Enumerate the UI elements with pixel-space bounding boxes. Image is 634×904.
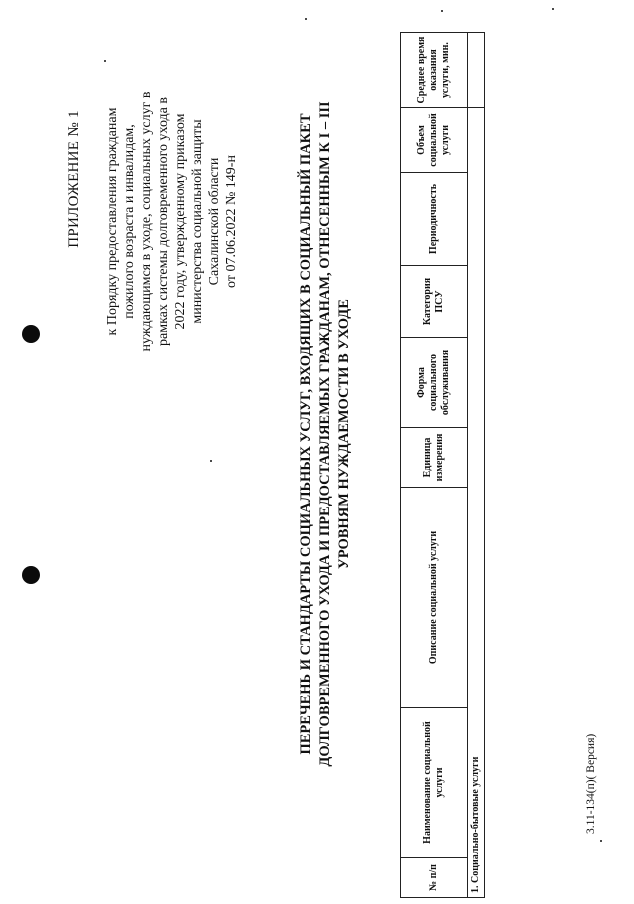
header-category: Категория ПСУ <box>401 266 468 338</box>
document-title-line: ПЕРЕЧЕНЬ И СТАНДАРТЫ СОЦИАЛЬНЫХ УСЛУГ, ВХОДЯЩИХ В СОЦИАЛЬНЫЙ ПАКЕТ <box>298 113 314 755</box>
appendix-line: нуждающимся в уходе, социальных услуг в <box>139 91 154 352</box>
header-service-name: Наименование социальной услуги <box>401 708 468 858</box>
section-row-label: 1. Социально-бытовые услуги <box>468 108 485 898</box>
document-title <box>297 84 354 784</box>
header-unit: Единица измерения <box>401 428 468 488</box>
header-service-form: Форма социального обслуживания <box>401 338 468 428</box>
appendix-reference <box>104 39 240 404</box>
header-service-description: Описание социальной услуги <box>401 488 468 708</box>
appendix-line: рамках системы долговременного ухода в <box>156 97 171 346</box>
services-standards-table <box>400 32 485 898</box>
header-periodicity: Периодичность <box>401 173 468 266</box>
appendix-line: от 07.06.2022 № 149-н <box>224 155 239 288</box>
document-title-line: УРОВНЯМ НУЖДАЕМОСТИ В УХОДЕ <box>336 299 352 569</box>
document-version-stamp: 3.11-134(п)( Версия) <box>585 733 597 834</box>
appendix-line: 2022 году, утвержденному приказом <box>173 113 188 330</box>
appendix-line: Сахалинской области <box>207 157 222 286</box>
appendix-title: ПРИЛОЖЕНИЕ № 1 <box>66 110 82 248</box>
appendix-line: пожилого возраста и инвалидам, <box>122 124 137 319</box>
appendix-line: к Порядку предоставления гражданам <box>105 107 120 336</box>
header-average-time: Среднее время оказания услуги, мин. <box>401 33 468 108</box>
table-header-row <box>401 33 468 898</box>
header-volume: Объем социальной услуги <box>401 108 468 173</box>
section-row-empty-cell <box>468 33 485 108</box>
header-number: № п/п <box>401 858 468 898</box>
table-row <box>468 33 485 898</box>
appendix-line: министерства социальной защиты <box>190 119 205 324</box>
document-title-line: ДОЛГОВРЕМЕННОГО УХОДА И ПРЕДОСТАВЛЯЕМЫХ ГРАЖДАНАМ, ОТНЕСЕННЫМ К I – III <box>317 101 333 767</box>
